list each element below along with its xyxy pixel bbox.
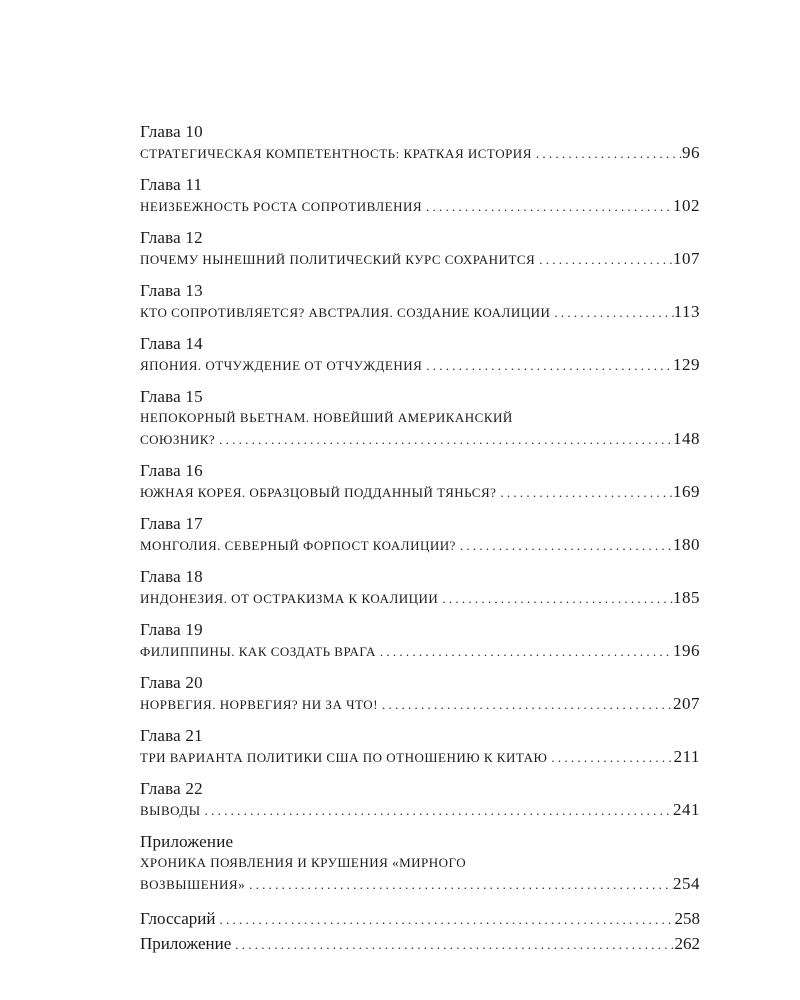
chapter-title: ЯПОНИЯ. ОТЧУЖДЕНИЕ ОТ ОТЧУЖДЕНИЯ bbox=[140, 358, 423, 373]
toc-row bbox=[140, 587, 700, 609]
chapter-label: Глава 11 bbox=[140, 175, 203, 194]
chapter-title: НОРВЕГИЯ. НОРВЕГИЯ? НИ ЗА ЧТО! bbox=[140, 697, 379, 712]
chapter-title: СОЮЗНИК? bbox=[140, 432, 216, 447]
chapter-label: Глава 10 bbox=[140, 122, 203, 141]
toc-entry-ch16 bbox=[140, 460, 700, 503]
dot-leader bbox=[535, 249, 673, 270]
page-number: 262 bbox=[674, 934, 700, 953]
appendix-title: Приложение bbox=[140, 934, 232, 953]
page-number: 196 bbox=[673, 641, 700, 660]
page-number: 254 bbox=[673, 874, 700, 893]
dot-leader bbox=[456, 535, 673, 556]
dot-leader bbox=[216, 912, 675, 928]
chapter-title: ТРИ ВАРИАНТА ПОЛИТИКИ США ПО ОТНОШЕНИЮ К КИТАЮ bbox=[140, 750, 548, 765]
chapter-label: Глава 15 bbox=[140, 387, 203, 406]
page-number: 102 bbox=[673, 196, 700, 215]
toc-entry-appendix bbox=[140, 934, 700, 954]
toc-row bbox=[140, 934, 700, 954]
chapter-title-line1: НЕПОКОРНЫЙ ВЬЕТНАМ. НОВЕЙШИЙ АМЕРИКАНСКИЙ bbox=[140, 410, 513, 425]
page-number: 129 bbox=[673, 355, 700, 374]
toc-entry-ch21 bbox=[140, 725, 700, 768]
chapter-title-line1: ХРОНИКА ПОЯВЛЕНИЯ И КРУШЕНИЯ «МИРНОГО bbox=[140, 855, 467, 870]
chapter-title: ФИЛИППИНЫ. КАК СОЗДАТЬ ВРАГА bbox=[140, 644, 376, 659]
chapter-title: ЮЖНАЯ КОРЕЯ. ОБРАЗЦОВЫЙ ПОДДАННЫЙ ТЯНЬСЯ? bbox=[140, 485, 497, 500]
dot-leader bbox=[438, 588, 673, 609]
chapter-label: Глава 20 bbox=[140, 673, 203, 692]
toc-entry-ch14 bbox=[140, 333, 700, 376]
glossary-title: Глоссарий bbox=[140, 909, 216, 928]
chapter-label: Глава 14 bbox=[140, 334, 203, 353]
page-number: 113 bbox=[673, 302, 700, 321]
dot-leader bbox=[547, 747, 673, 768]
toc-row bbox=[140, 248, 700, 270]
dot-leader bbox=[422, 196, 673, 217]
page-number: 241 bbox=[673, 800, 700, 819]
toc-entry-ch11 bbox=[140, 174, 700, 217]
toc-entry-ch22 bbox=[140, 778, 700, 821]
chapter-label: Глава 13 bbox=[140, 281, 203, 300]
dot-leader bbox=[231, 937, 674, 953]
toc-entry-ch10 bbox=[140, 121, 700, 164]
chapter-title: МОНГОЛИЯ. СЕВЕРНЫЙ ФОРПОСТ КОАЛИЦИИ? bbox=[140, 538, 456, 553]
page-number: 207 bbox=[673, 694, 700, 713]
page-number: 180 bbox=[673, 535, 700, 554]
toc-row bbox=[140, 693, 700, 715]
toc-row bbox=[140, 481, 700, 503]
dot-leader bbox=[378, 694, 673, 715]
toc-row bbox=[140, 534, 700, 556]
toc-row bbox=[140, 873, 700, 895]
toc-row bbox=[140, 640, 700, 662]
chapter-title: ВЫВОДЫ bbox=[140, 803, 201, 818]
toc-entry-ch12 bbox=[140, 227, 700, 270]
chapter-title: НЕИЗБЕЖНОСТЬ РОСТА СОПРОТИВЛЕНИЯ bbox=[140, 199, 423, 214]
dot-leader bbox=[422, 355, 673, 376]
chapter-label: Приложение bbox=[140, 832, 234, 851]
toc-row bbox=[140, 909, 700, 929]
chapter-title: ВОЗВЫШЕНИЯ» bbox=[140, 877, 246, 892]
dot-leader bbox=[245, 874, 673, 895]
page-number: 258 bbox=[674, 909, 700, 928]
page-number: 169 bbox=[673, 482, 700, 501]
toc-row bbox=[140, 428, 700, 450]
toc-row bbox=[140, 799, 700, 821]
toc-entry-ch19 bbox=[140, 619, 700, 662]
dot-leader bbox=[376, 641, 673, 662]
toc-entry-appendix-chronicle bbox=[140, 831, 700, 895]
toc-entry-ch13 bbox=[140, 280, 700, 323]
chapter-label: Глава 18 bbox=[140, 567, 203, 586]
chapter-label: Глава 12 bbox=[140, 228, 203, 247]
dot-leader bbox=[550, 302, 673, 323]
chapter-label: Глава 19 bbox=[140, 620, 203, 639]
page-number: 96 bbox=[682, 143, 700, 162]
chapter-title: ПОЧЕМУ НЫНЕШНИЙ ПОЛИТИЧЕСКИЙ КУРС СОХРАНИТСЯ bbox=[140, 252, 536, 267]
page-number: 185 bbox=[673, 588, 700, 607]
toc-entry-ch15 bbox=[140, 386, 700, 450]
chapter-label: Глава 17 bbox=[140, 514, 203, 533]
chapter-title: СТРАТЕГИЧЕСКАЯ КОМПЕТЕНТНОСТЬ: КРАТКАЯ ИСТОРИЯ bbox=[140, 146, 532, 161]
toc-entry-ch18 bbox=[140, 566, 700, 609]
chapter-label: Глава 22 bbox=[140, 779, 203, 798]
page-number: 107 bbox=[673, 249, 700, 268]
dot-leader bbox=[532, 143, 682, 164]
chapter-title: ИНДОНЕЗИЯ. ОТ ОСТРАКИЗМА К КОАЛИЦИИ bbox=[140, 591, 439, 606]
chapter-label: Глава 21 bbox=[140, 726, 203, 745]
toc-entry-ch17 bbox=[140, 513, 700, 556]
dot-leader bbox=[215, 429, 673, 450]
page-number: 148 bbox=[673, 429, 700, 448]
chapter-title: КТО СОПРОТИВЛЯЕТСЯ? АВСТРАЛИЯ. СОЗДАНИЕ КОАЛИЦИИ bbox=[140, 305, 551, 320]
dot-leader bbox=[201, 800, 673, 821]
toc-row bbox=[140, 195, 700, 217]
page-number: 211 bbox=[673, 747, 700, 766]
toc-row bbox=[140, 354, 700, 376]
dot-leader bbox=[496, 482, 673, 503]
toc-row bbox=[140, 301, 700, 323]
toc-row bbox=[140, 746, 700, 768]
toc-row bbox=[140, 142, 700, 164]
chapter-label: Глава 16 bbox=[140, 461, 203, 480]
table-of-contents bbox=[140, 121, 700, 959]
toc-entry-glossary bbox=[140, 909, 700, 929]
toc-entry-ch20 bbox=[140, 672, 700, 715]
